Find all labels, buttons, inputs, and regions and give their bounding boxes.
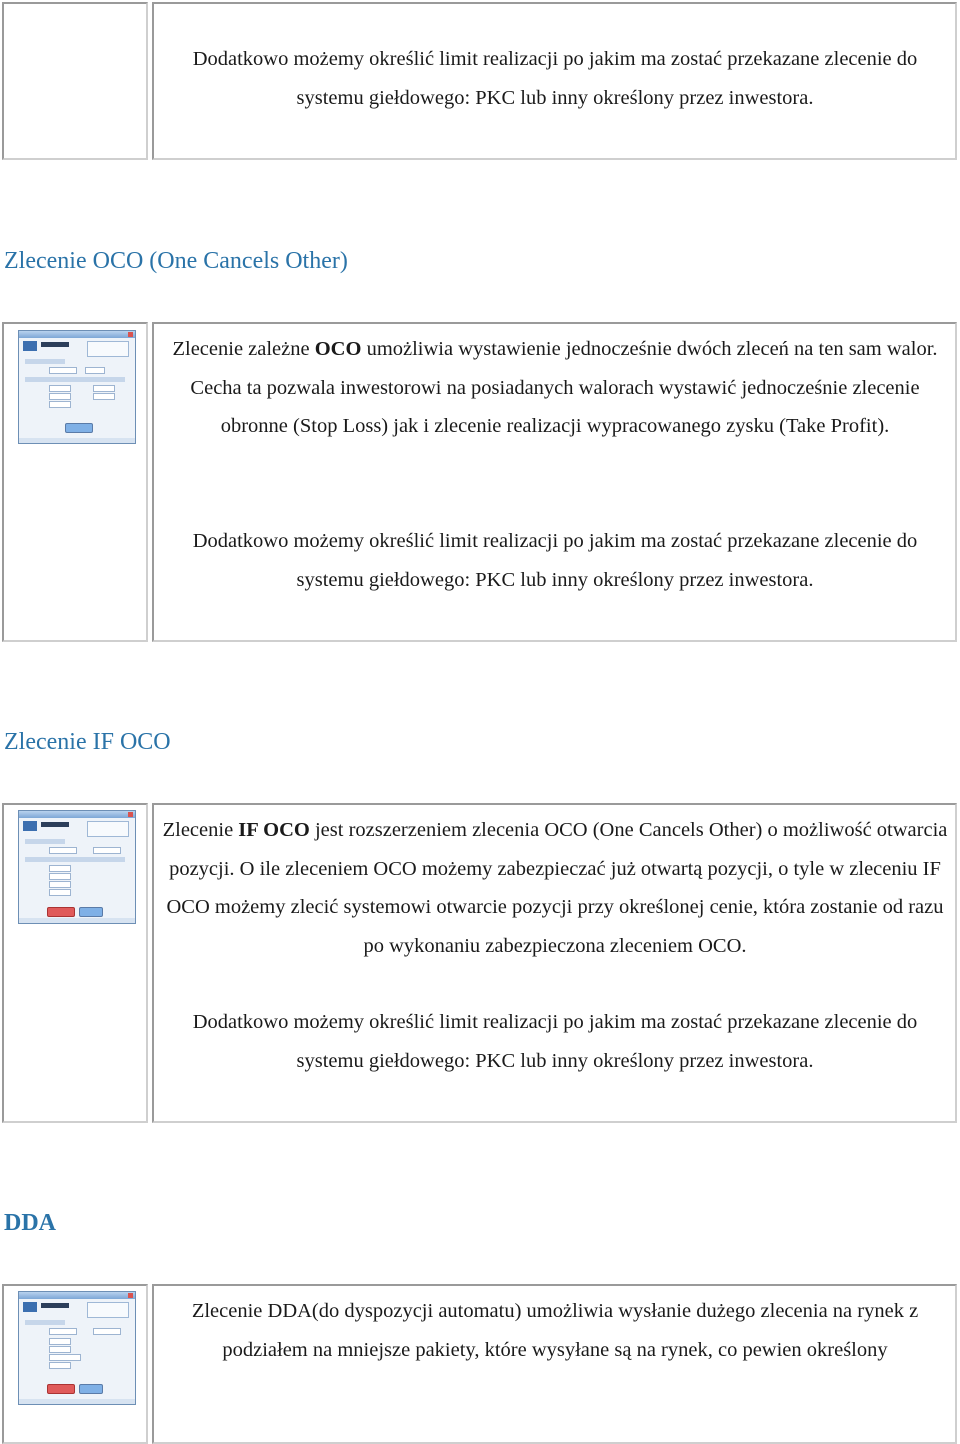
if-oco-order-window-image — [18, 810, 136, 924]
heading-dda: DDA — [4, 1210, 56, 1236]
image-cell — [2, 2, 148, 160]
paragraph-limit: Dodatkowo możemy określić limit realizacji po jakim ma zostać przekazane zlecenie do systemu giełdowego: PKC lub inny określony przez inwestora. — [192, 530, 918, 591]
oco-order-window-image — [18, 330, 136, 444]
paragraph-limit: Dodatkowo możemy określić limit realizacji po jakim ma zostać przekazane zlecenie do systemu giełdowego: PKC lub inny określony przez inwestora. — [192, 48, 918, 109]
heading-oco: Zlecenie OCO (One Cancels Other) — [4, 248, 348, 274]
paragraph-if-oco-description — [160, 811, 950, 965]
dda-order-window-image — [18, 1291, 136, 1405]
term-if-oco: IF OCO — [238, 819, 310, 841]
paragraph-oco-description — [160, 330, 950, 446]
term-oco: OCO — [314, 338, 362, 360]
text: Zlecenie zależne — [172, 338, 315, 360]
heading-if-oco: Zlecenie IF OCO — [4, 729, 171, 755]
text: jest rozszerzeniem zlecenia OCO (One Cancels Other) o możliwość otwarcia pozycji. O ile zleceniem OCO możemy zabezpieczać już otwartą pozycji, o tyle w zleceniu IF OCO możemy zlecić systemowi otwarcie pozycji przy określonej cenie, która zostanie od razu po wykonaniu zabezpieczona zleceniem OCO. — [166, 819, 948, 957]
paragraph-limit: Dodatkowo możemy określić limit realizacji po jakim ma zostać przekazane zlecenie do systemu giełdowego: PKC lub inny określony przez inwestora. — [192, 1011, 918, 1072]
paragraph-dda-description: Zlecenie DDA(do dyspozycji automatu) umożliwia wysłanie dużego zlecenia na rynek z podziałem na mniejsze pakiety, które wysyłane są na rynek, co pewien określony — [191, 1300, 919, 1361]
text: umożliwia wystawienie jednocześnie dwóch zleceń na ten sam walor. Cecha ta pozwala inwestorowi na posiadanych walorach wystawić jednocześnie zlecenie obronne (Stop Loss) jak i zlecenie realizacji wypracowanego zysku (Take Profit). — [190, 338, 938, 437]
text: Zlecenie — [162, 819, 239, 841]
